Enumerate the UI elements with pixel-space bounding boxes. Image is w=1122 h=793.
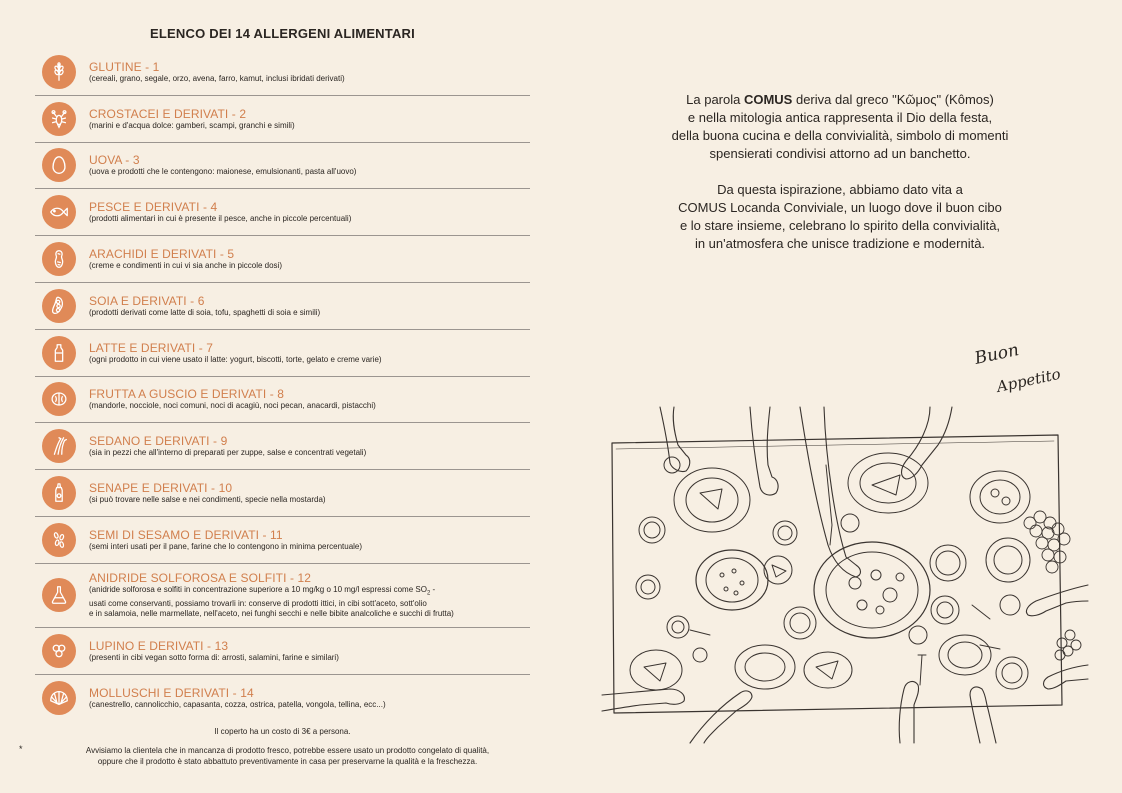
wheat-icon	[42, 55, 76, 89]
banquet-table-illustration	[600, 405, 1090, 745]
milk-icon	[42, 336, 76, 370]
peanut-icon	[42, 242, 76, 276]
allergen-item-soy	[35, 283, 530, 330]
allergen-desc: (sia in pezzi che all'interno di preparati per zuppe, salse e concentrati vegetali)	[89, 448, 367, 458]
allergen-desc: (ogni prodotto in cui viene usato il latte: yogurt, biscotti, torte, gelato e creme varie)	[89, 354, 382, 364]
allergen-desc: (prodotti derivati come latte di soia, tofu, spaghetti di soia e simili)	[89, 307, 321, 317]
allergen-desc: (si può trovare nelle salse e nei condimenti, specie nella mostarda)	[89, 495, 326, 505]
allergen-item-sesame	[35, 517, 530, 564]
allergen-name: SEMI DI SESAMO E DERIVATI - 11	[89, 527, 283, 542]
mustard-icon	[42, 476, 76, 510]
allergen-desc: (creme e condimenti in cui vi sia anche in piccole dosi)	[89, 261, 282, 271]
allergen-name: PESCE E DERIVATI - 4	[89, 200, 218, 215]
sesame-icon	[42, 523, 76, 557]
egg-icon	[42, 148, 76, 182]
allergen-desc: (uova e prodotti che le contengono: maionese, emulsionanti, pasta all'uovo)	[89, 167, 357, 177]
shell-icon	[42, 681, 76, 715]
intro-paragraph-2: Da questa ispirazione, abbiamo dato vita a COMUS Locanda Conviviale, un luogo dove il buon cibo e lo stare insieme, celebrano lo spirito della convivialità, in un'atmosfera che unisce tradizione e modernità.	[678, 182, 1002, 251]
allergen-desc: (prodotti alimentari in cui è presente il pesce, anche in piccole percentuali)	[89, 214, 352, 224]
allergen-name: SEDANO E DERIVATI - 9	[89, 434, 228, 449]
allergen-name: SOIA E DERIVATI - 6	[89, 293, 205, 308]
signature-line-2: Appetito	[995, 364, 1063, 396]
allergen-desc: e in salamoia, nelle marmellate, nell'aceto, nei funghi secchi e nelle bibite analcoliche e succhi di frutta)	[89, 609, 454, 619]
celery-icon	[42, 429, 76, 463]
allergen-name: LATTE E DERIVATI - 7	[89, 340, 214, 355]
allergen-desc: (mandorle, nocciole, noci comuni, noci di acagiù, noci pecan, anacardi, pistacchi)	[89, 401, 376, 411]
allergen-item-celery	[35, 423, 530, 470]
allergen-desc: (anidride solforosa e solfiti in concentrazione superiore a 10 mg/kg o 10 mg/l espressi come $SO_2$ -	[89, 585, 436, 598]
brand-name: COMUS	[743, 92, 793, 107]
allergen-name: ANIDRIDE SOLFOROSA E SOLFITI - 12	[89, 571, 312, 586]
allergen-list-title: ELENCO DEI 14 ALLERGENI ALIMENTARI	[150, 26, 415, 41]
allergen-item-milk	[35, 330, 530, 377]
allergen-name: FRUTTA A GUSCIO E DERIVATI - 8	[89, 387, 285, 402]
allergen-item-sulphites	[35, 564, 530, 628]
flask-icon	[42, 578, 76, 612]
asterisk: *	[19, 744, 23, 754]
allergen-desc: usati come conservanti, possiamo trovarli in: conserve di prodotti ittici, in cibi sott'aceto, sott'olio	[89, 599, 427, 609]
soy-icon	[42, 289, 76, 323]
allergen-name: MOLLUSCHI E DERIVATI - 14	[89, 685, 254, 700]
allergen-name: GLUTINE - 1	[89, 59, 160, 74]
allergen-item-gluten	[35, 49, 530, 96]
crustacean-icon	[42, 102, 76, 136]
allergen-item-peanuts	[35, 236, 530, 283]
allergen-desc: (semi interi usati per il pane, farine che lo contengono in minima percentuale)	[89, 541, 363, 551]
allergen-desc: (marini e d'acqua dolce: gamberi, scampi, granchi e simili)	[89, 120, 295, 130]
allergen-item-fish	[35, 189, 530, 236]
allergen-item-lupin	[35, 628, 530, 675]
allergen-desc: (cereali, grano, segale, orzo, avena, farro, kamut, inclusi ibridati derivati)	[89, 73, 345, 83]
allergen-name: ARACHIDI E DERIVATI - 5	[89, 247, 235, 262]
buon-appetito-signature	[972, 340, 1082, 400]
fish-icon	[42, 195, 76, 229]
allergen-name: LUPINO E DERIVATI - 13	[89, 638, 229, 653]
lupin-icon	[42, 634, 76, 668]
frozen-product-disclaimer: Avvisiamo la clientela che in mancanza di prodotto fresco, potrebbe essere usato un prodotto congelato di qualità, oppure che il prodotto è stato abbattuto preventivamente in casa per preservarne la qualità e la freschezza.	[85, 746, 490, 766]
allergen-name: UOVA - 3	[89, 153, 140, 168]
intro-text	[620, 91, 1060, 271]
allergen-name: CROSTACEI E DERIVATI - 2	[89, 106, 247, 121]
allergen-item-eggs	[35, 143, 530, 190]
allergen-desc: (presenti in cibi vegan sotto forma di: arrosti, salamini, farine e similari)	[89, 652, 339, 662]
allergen-item-mustard	[35, 470, 530, 517]
allergen-item-crustaceans	[35, 96, 530, 143]
cover-charge-note: Il coperto ha un costo di 3€ a persona.	[214, 727, 351, 736]
allergen-list	[35, 22, 530, 721]
allergen-item-nuts	[35, 377, 530, 424]
allergen-desc: (canestrello, cannolicchio, capasanta, cozza, ostrica, patella, vongola, tellina, ecc...)	[89, 699, 386, 709]
nut-icon	[42, 382, 76, 416]
allergen-item-molluscs	[35, 675, 530, 722]
intro-paragraph-1: La parola COMUS deriva dal greco "Κῶμος" (Kômos) e nella mitologia antica rappresenta il Dio della festa, della buona cucina e della convivialità, simbolo di momenti spensierati condivisi attorno ad un banchetto.	[671, 92, 1009, 161]
signature-line-1: Buon	[972, 340, 1021, 369]
allergen-name: SENAPE E DERIVATI - 10	[89, 481, 233, 496]
